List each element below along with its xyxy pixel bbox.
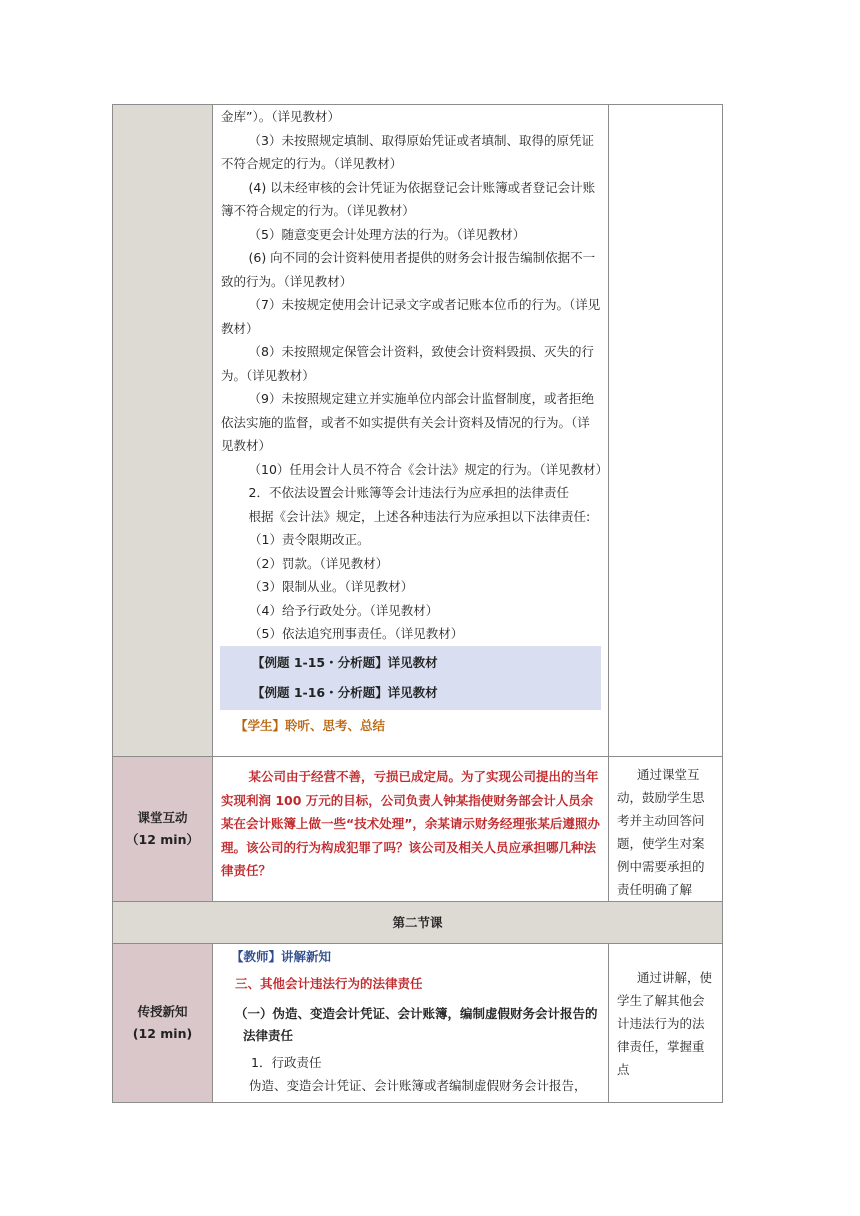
text-line: 1．行政责任 — [251, 1054, 322, 1070]
case-text: 某公司由于经营不善，亏损已成定局。为了实现公司提出的当年实现利润 100 万元的目标，公司负责人钟某指使财务部会计人员余某在会计账簿上做一些“技术处理”，余某请示财务经理张某后遵照办理。该公司的行为构成犯罪了吗？该公司及相关人员应承担哪几种法律责任？ — [221, 769, 600, 878]
note-cell — [609, 757, 723, 902]
table-row — [113, 902, 723, 944]
text-line: （4）给予行政处分。（详见教材） — [249, 602, 439, 618]
text-line: 伪造、变造会计凭证、会计账簿或者编制虚假财务会计报告， — [249, 1078, 587, 1093]
note-cell — [609, 944, 723, 1103]
stage-cell — [113, 944, 213, 1103]
text-line: （5）随意变更会计处理方法的行为。（详见教材） — [248, 226, 526, 242]
content-cell — [213, 757, 609, 902]
text-line: （7）未按规定使用会计记录文字或者记账本位币的行为。（详见教材） — [221, 297, 601, 336]
teaching-note: 通过课堂互动，鼓励学生思考并主动回答问题，使学生对案例中需要承担的责任明确了解 — [617, 767, 705, 897]
table-row — [113, 757, 723, 902]
example-1: 【例题 1-15・分析题】详见教材 — [252, 654, 438, 670]
text-line: （2）罚款。（详见教材） — [249, 555, 389, 571]
text-line: （8）未按照规定保管会计资料，致使会计资料毁损、灭失的行为。（详见教材） — [221, 344, 594, 383]
example-box — [220, 646, 601, 710]
lesson-plan-table — [112, 104, 723, 1103]
text-line: 根据《会计法》规定，上述各种违法行为应承担以下法律责任: — [248, 508, 591, 524]
text-line: (6) 向不同的会计资料使用者提供的财务会计报告编制依据不一致的行为。（详见教材） — [221, 250, 596, 289]
text-line: （10）任用会计人员不符合《会计法》规定的行为。（详见教材） — [248, 461, 609, 477]
text-line: （1）责令限期改正。 — [249, 532, 370, 547]
text-line: （5）依法追究刑事责任。（详见教材） — [249, 626, 464, 641]
stage-cell — [113, 757, 213, 902]
stage-cell — [113, 105, 213, 757]
text-line: 金库”）。（详见教材） — [221, 109, 340, 124]
content-cell — [213, 105, 609, 757]
content-cell — [213, 944, 609, 1103]
section-heading: 三、其他会计违法行为的法律责任 — [235, 975, 423, 991]
teaching-note: 通过讲解，使学生了解其他会计违法行为的法律责任，掌握重点 — [617, 969, 713, 1077]
text-line: (4) 以未经审核的会计凭证为依据登记会计账簿或者登记会计账簿不符合规定的行为。（详见教材） — [221, 179, 596, 218]
text-line: 2．不依法设置会计账簿等会计违法行为应承担的法律责任 — [248, 485, 569, 500]
stage-title: 传授新知 — [137, 1004, 188, 1019]
section-header: 第二节课 — [113, 902, 723, 944]
teacher-activity: 【教师】讲解新知 — [231, 949, 332, 964]
stage-time: （12 min） — [126, 832, 199, 847]
stage-title: 课堂互动 — [137, 810, 188, 825]
subsection-heading: （一）伪造、变造会计凭证、会计账簿，编制虚假财务会计报告的法律责任 — [235, 1005, 598, 1043]
text-line: （9）未按照规定建立并实施单位内部会计监督制度，或者拒绝依法实施的监督，或者不如实提供有关会计资料及情况的行为。（详见教材） — [221, 391, 594, 453]
text-line: （3）限制从业。（详见教材） — [249, 579, 414, 594]
student-activity: 【学生】聆听、思考、总结 — [235, 717, 386, 733]
stage-time: (12 min) — [132, 1026, 193, 1041]
text-line: （3）未按照规定填制、取得原始凭证或者填制、取得的原凭证不符合规定的行为。（详见教材） — [221, 132, 594, 171]
table-row — [113, 944, 723, 1103]
note-cell — [609, 105, 723, 757]
table-row — [113, 105, 723, 757]
example-2: 【例题 1-16・分析题】详见教材 — [252, 684, 438, 700]
